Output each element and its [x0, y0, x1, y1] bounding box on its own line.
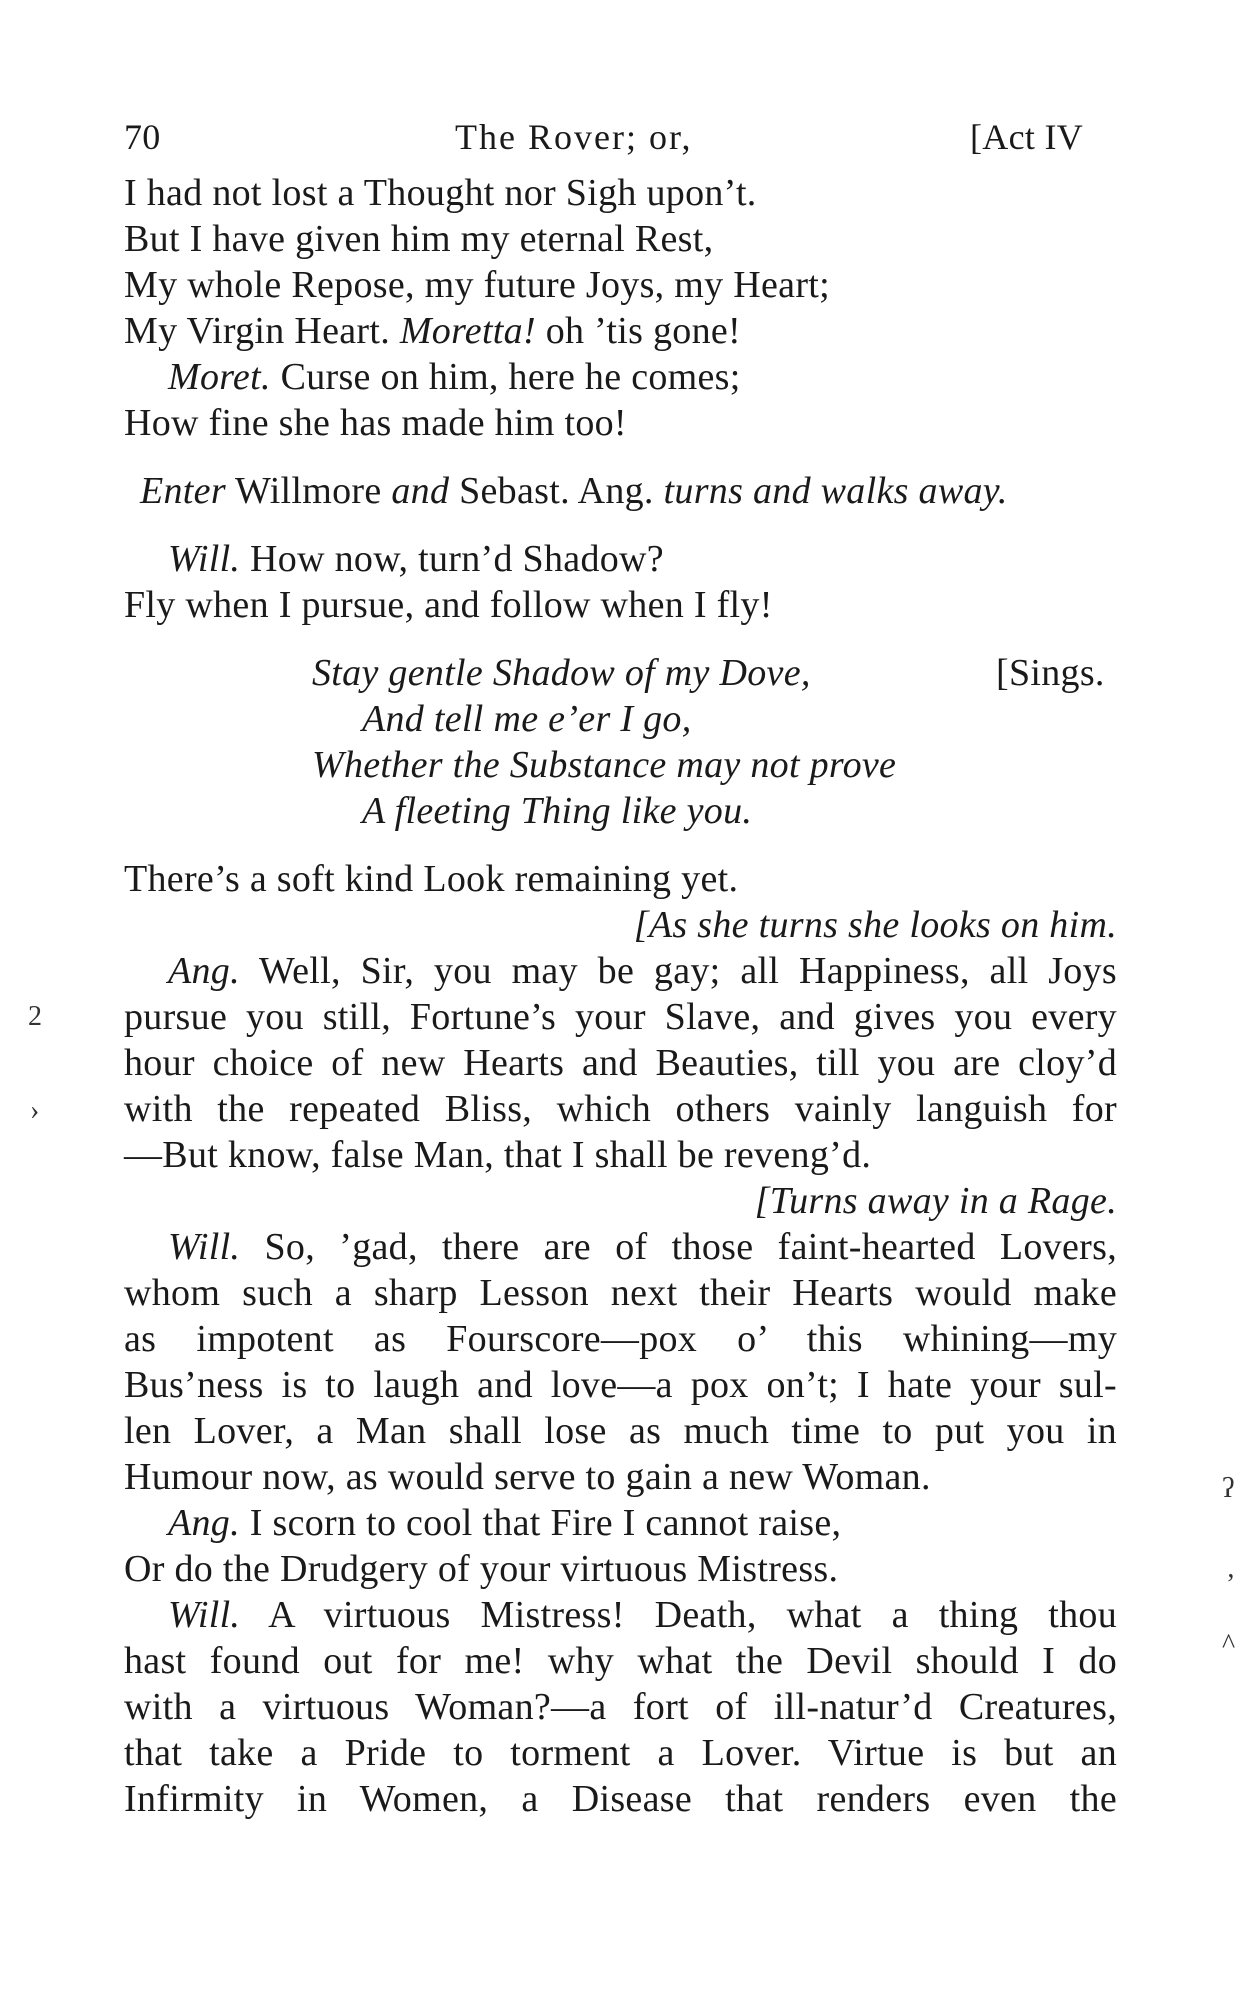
stage-direction [140, 468, 1008, 514]
song-line: A fleeting Thing like you. [362, 790, 753, 832]
prose-line: Infirmity in Women, a Disease that renders even the [124, 1778, 1117, 1820]
verse-line [124, 308, 741, 354]
verse-text: How now, turn’d Shadow? [240, 538, 664, 580]
speech-line [168, 1592, 1117, 1638]
speaker-name: Will. [168, 1594, 241, 1636]
verse-text: My Virgin Heart. [124, 310, 400, 352]
margin-annotation: ʼ [1226, 1569, 1236, 1600]
song-line: Whether the Substance may not prove [312, 744, 897, 786]
speech-line [168, 1500, 841, 1546]
prose-text: Well, Sir, you may be gay; all Happiness, all Joys [239, 950, 1117, 992]
margin-annotation: 2 [28, 1001, 42, 1032]
prose-line: pursue you still, Fortune’s your Slave, and gives you every [124, 996, 1117, 1038]
verse-line: But I have given him my eternal Rest, [124, 218, 714, 260]
speech-line [168, 948, 1117, 994]
page-number: 70 [124, 117, 161, 157]
stage-direction-name: Sebast. Ang. [449, 470, 664, 512]
act-marker: [Act IV [970, 117, 1084, 157]
prose-line: as impotent as Fourscore—pox o’ this whining—my [124, 1318, 1117, 1360]
margin-annotation: ʔ [1222, 1473, 1235, 1504]
speech-line [168, 354, 741, 400]
speech-line [168, 1224, 1117, 1270]
running-title: The Rover; or, [455, 117, 693, 157]
song-line: Stay gentle Shadow of my Dove, [312, 652, 811, 694]
song-line: And tell me e’er I go, [362, 698, 692, 740]
stage-direction-italic: Enter [140, 470, 226, 512]
speaker-name: Ang. [168, 1502, 240, 1544]
verse-line: Or do the Drudgery of your virtuous Mistress. [124, 1548, 839, 1590]
margin-annotation: ^ [1222, 1629, 1236, 1660]
stage-direction-sings: [Sings. [996, 652, 1105, 694]
stage-direction: [As she turns she looks on him. [633, 904, 1117, 946]
prose-line: whom such a sharp Lesson next their Hearts would make [124, 1272, 1117, 1314]
prose-line: hour choice of new Hearts and Beauties, till you are cloy’d [124, 1042, 1117, 1084]
verse-line: How fine she has made him too! [124, 402, 627, 444]
prose-line: with the repeated Bliss, which others vainly languish for [124, 1088, 1117, 1130]
speech-line [168, 536, 664, 582]
verse-text: I scorn to cool that Fire I cannot raise, [239, 1502, 842, 1544]
stage-direction: [Turns away in a Rage. [754, 1180, 1117, 1222]
prose-line: Bus’ness is to laugh and love—a pox on’t; I hate your sul- [124, 1364, 1117, 1406]
prose-line: len Lover, a Man shall lose as much time to put you in [124, 1410, 1117, 1452]
margin-annotation: › [30, 1095, 40, 1126]
speaker-name: Ang. [168, 950, 240, 992]
stage-direction-name: Willmore [225, 470, 392, 512]
verse-text: Curse on him, here he comes; [270, 356, 741, 398]
prose-text: So, ’gad, there are of those faint-hearted Lovers, [240, 1226, 1117, 1268]
stage-direction-italic: and [391, 470, 450, 512]
stage-direction-italic: turns and walks away. [663, 470, 1008, 512]
character-name: Moretta! [399, 310, 536, 352]
prose-line: with a virtuous Woman?—a fort of ill-natur’d Creatures, [124, 1686, 1117, 1728]
prose-line: hast found out for me! why what the Devil should I do [124, 1640, 1117, 1682]
verse-text: oh ’tis gone! [535, 310, 742, 352]
prose-line: —But know, false Man, that I shall be reveng’d. [124, 1134, 872, 1176]
speaker-name: Will. [168, 538, 241, 580]
verse-line: I had not lost a Thought nor Sigh upon’t. [124, 172, 757, 214]
verse-line: There’s a soft kind Look remaining yet. [124, 858, 739, 900]
prose-line: that take a Pride to torment a Lover. Virtue is but an [124, 1732, 1117, 1774]
speaker-name: Moret. [168, 356, 271, 398]
prose-line: Humour now, as would serve to gain a new Woman. [124, 1456, 931, 1498]
prose-text: A virtuous Mistress! Death, what a thing thou [240, 1594, 1117, 1636]
verse-line: Fly when I pursue, and follow when I fly! [124, 584, 773, 626]
speaker-name: Will. [168, 1226, 241, 1268]
verse-line: My whole Repose, my future Joys, my Heart; [124, 264, 830, 306]
